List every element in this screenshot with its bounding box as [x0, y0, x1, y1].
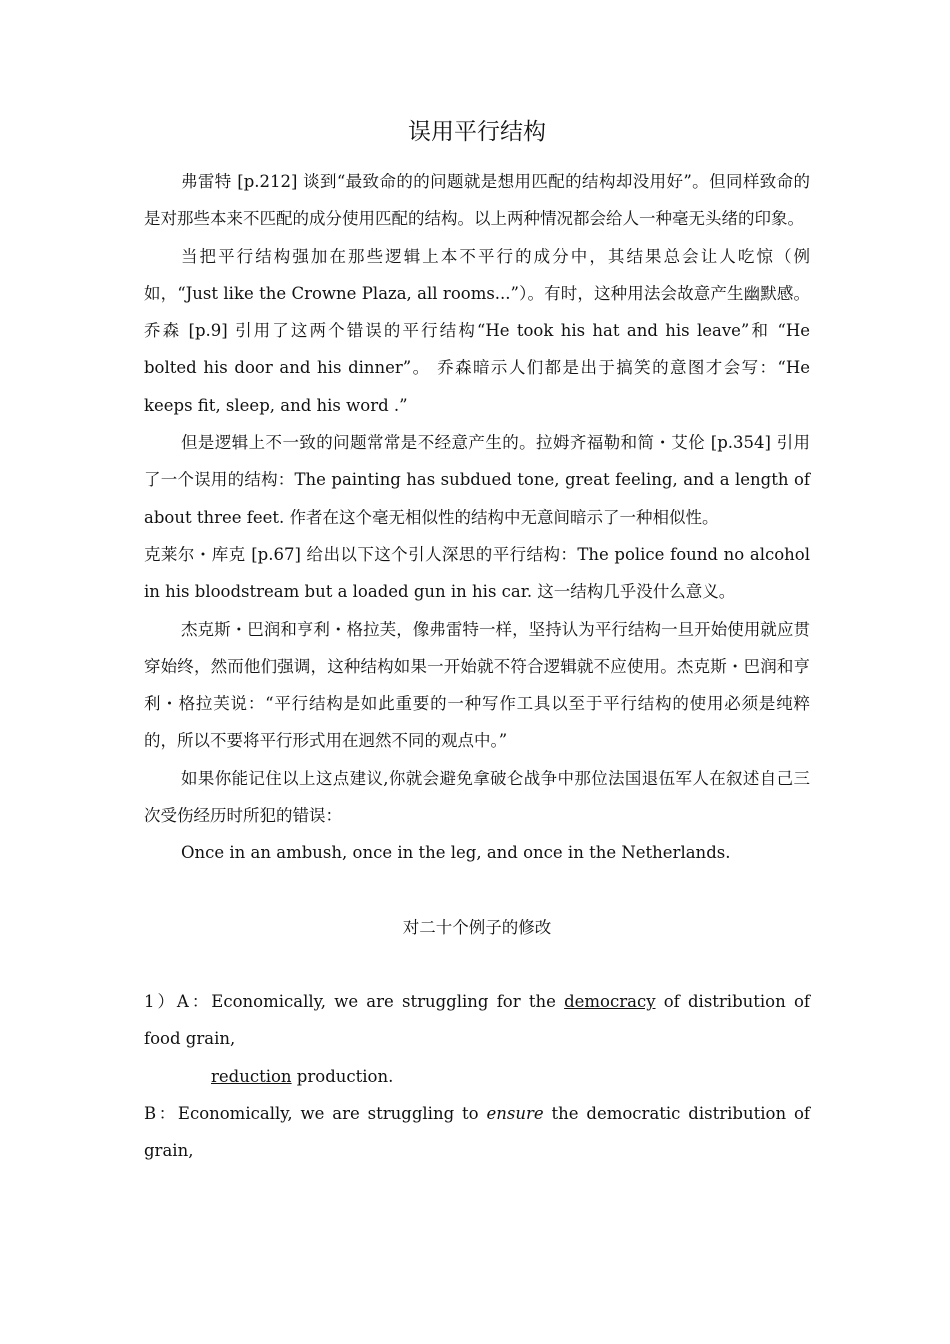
example-1-b-end: the democratic distribution of grain,: [144, 1103, 810, 1161]
paragraph-2: 当把平行结构强加在那些逻辑上本不平行的成分中，其结果总会让人吃惊（例如，“Just like the Crowne Plaza, all rooms...”）。有时，这种用法会故意产生幽默感。乔森 [p.9] 引用了这两个错误的平行结构“He took his hat and his leave”和 “He bolted his door and his dinner”。 乔森暗示人们都是出于搞笑的意图才会写：“He keeps fit, sleep, and his word .”: [144, 246, 810, 415]
paragraph-3: 但是逻辑上不一致的问题常常是不经意产生的。拉姆齐福勒和简・艾伦 [p.354] 引用了一个误用的结构：The painting has subdued tone, great feeling, and a length of about three feet. 作者在这个毫无相似性的结构中无意间暗示了一种相似性。: [144, 433, 810, 527]
example-1-b-prefix: B：Economically, we are struggling to: [144, 1103, 487, 1123]
example-1-a-end: production.: [291, 1066, 394, 1086]
example-1-a: [144, 983, 810, 1058]
italic-word-ensure: ensure: [486, 1103, 544, 1123]
paragraph-6: 如果你能记住以上这点建议,你就会避免拿破仑战争中那位法国退伍军人在叙述自己三次受伤经历时所犯的错误：: [144, 768, 810, 826]
underlined-word-reduction: reduction: [211, 1066, 292, 1086]
example-1-b: [144, 1095, 810, 1170]
paragraph-5: 杰克斯・巴润和亨利・格拉芙，像弗雷特一样，坚持认为平行结构一旦开始使用就应贯穿始终，然而他们强调，这种结构如果一开始就不符合逻辑就不应使用。杰克斯・巴润和亨利・格拉芙说：“平行结构是如此重要的一种写作工具以至于平行结构的使用必须是纯粹的，所以不要将平行形式用在迥然不同的观点中。”: [144, 619, 810, 751]
example-1-a-prefix: 1）A：Economically, we are struggling for the: [144, 991, 565, 1011]
page-title: 误用平行结构: [408, 119, 546, 145]
paragraph-4: 克莱尔・库克 [p.67] 给出以下这个引人深思的平行结构：The police found no alcohol in his bloodstream but a loaded gun in his car. 这一结构几乎没什么意义。: [144, 544, 810, 602]
example-sentence: Once in an ambush, once in the leg, and once in the Netherlands.: [181, 843, 731, 863]
document-body: [144, 163, 810, 1169]
section-subtitle: 对二十个例子的修改: [402, 917, 552, 937]
example-1-a-continued: [144, 1058, 810, 1095]
underlined-word-democracy: democracy: [564, 991, 656, 1011]
paragraph-1: 弗雷特 [p.212] 谈到“最致命的的问题就是想用匹配的结构却没用好”。但同样致命的是对那些本来不匹配的成分使用匹配的结构。以上两种情况都会给人一种毫无头绪的印象。: [144, 172, 810, 229]
example-1-a-middle: of distribution of food grain,: [144, 991, 810, 1049]
